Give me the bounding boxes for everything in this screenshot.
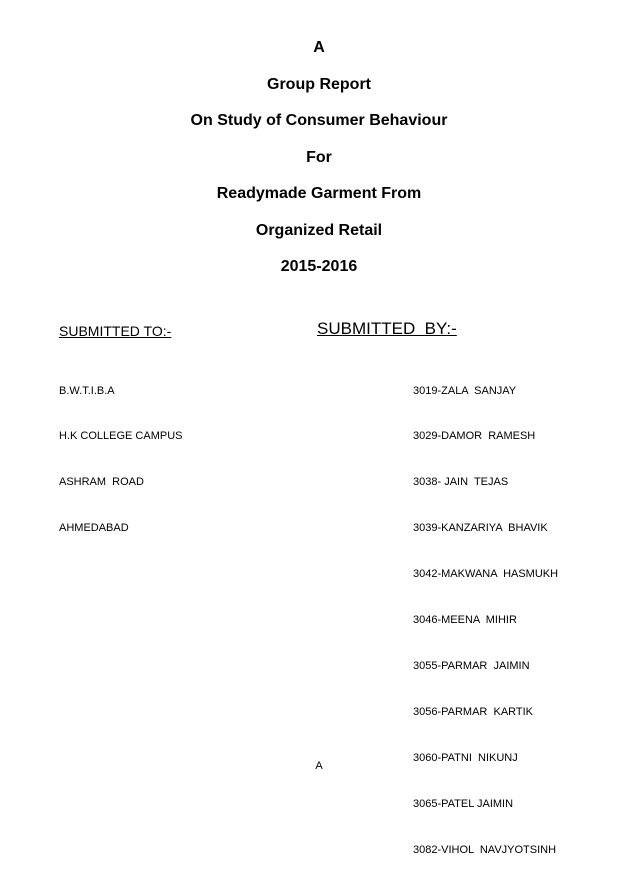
title-line-study: On Study of Consumer Behaviour — [190, 112, 448, 129]
submitted-by-list — [413, 353, 558, 873]
title-line-retail: Organized Retail — [255, 221, 383, 239]
title-line-year: 2015-2016 — [280, 258, 358, 275]
submitted-to-heading: SUBMITTED TO:- — [59, 323, 172, 339]
student-entry: 3038- JAIN TEJAS — [413, 476, 509, 489]
student-entry: 3065-PATEL JAIMIN — [413, 797, 514, 810]
student-entry: 3056-PARMAR KARTIK — [413, 705, 534, 718]
submitted-to-line: B.W.T.I.B.A — [59, 384, 115, 397]
submitted-to-line: AHMEDABAD — [59, 522, 129, 535]
student-entry: 3042-MAKWANA HASMUKH — [413, 568, 559, 581]
page-number: A — [315, 760, 323, 772]
student-entry: 3046-MEENA MIHIR — [413, 614, 517, 627]
student-entry: 3019-ZALA SANJAY — [413, 384, 517, 397]
student-entry: 3055-PARMAR JAIMIN — [413, 659, 530, 672]
student-entry: 3060-PATNI NIKUNJ — [413, 751, 518, 764]
submitted-by-heading: SUBMITTED BY:- — [317, 319, 457, 338]
title-line-garment: Readymade Garment From — [216, 185, 422, 202]
title-line-a: A — [313, 39, 325, 56]
student-entry: 3029-DAMOR RAMESH — [413, 430, 536, 443]
title-line-group-report: Group Report — [267, 75, 371, 93]
student-entry: 3039-KANZARIYA BHAVIK — [413, 522, 548, 535]
student-entry: 3082-VIHOL NAVJYOTSINH — [413, 843, 557, 856]
title-line-for: For — [306, 148, 332, 166]
submitted-to-line: ASHRAM ROAD — [59, 476, 144, 489]
submitted-to-line: H.K COLLEGE CAMPUS — [59, 430, 183, 443]
report-title-block — [0, 38, 638, 294]
submitted-to-list — [59, 353, 182, 552]
